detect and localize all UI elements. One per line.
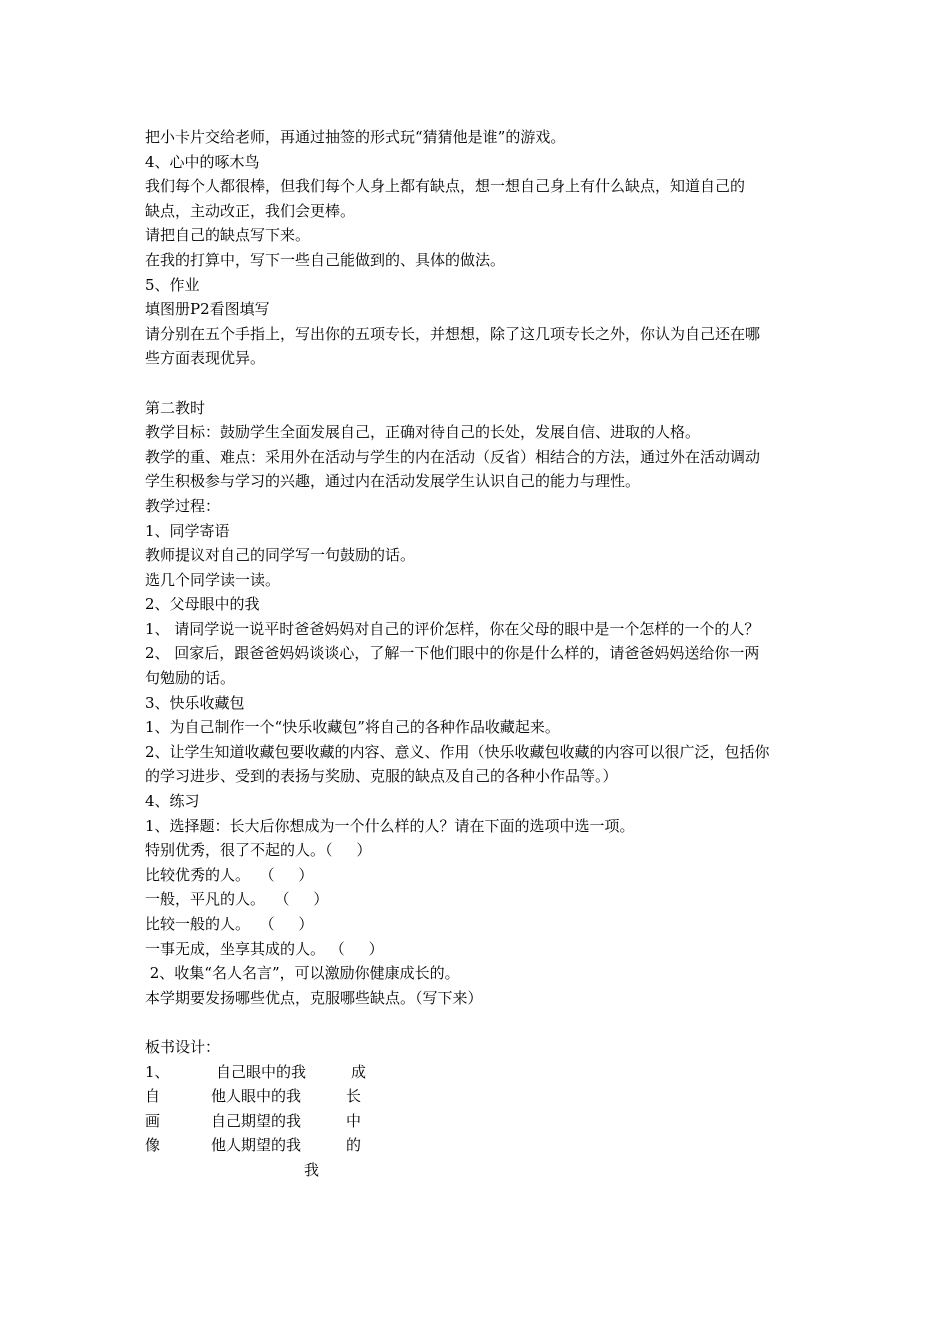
board-right-cell: 长 bbox=[346, 1087, 362, 1106]
section-part2 bbox=[145, 396, 815, 1011]
blank-line bbox=[145, 371, 815, 396]
board-left-cell: 自 bbox=[145, 1087, 161, 1106]
board-left-cell: 1、 bbox=[145, 1062, 170, 1081]
text-line: 句勉励的话。 bbox=[145, 669, 236, 688]
text-line: 1、为自己制作一个“快乐收藏包”将自己的各种作品收藏起来。 bbox=[145, 718, 560, 737]
text-line: 在我的打算中，写下一些自己能做到的、具体的做法。 bbox=[145, 250, 506, 269]
text-line: 教学过程： bbox=[145, 496, 221, 515]
choice-option: 比较一般的人。 （ ） bbox=[145, 915, 314, 933]
board-design bbox=[145, 1060, 815, 1185]
choice-option: 一般，平凡的人。 （ ） bbox=[145, 890, 329, 909]
choice-option: 特别优秀，很了不起的人。（ ） bbox=[145, 841, 372, 860]
text-line: 些方面表现优异。 bbox=[145, 349, 266, 368]
text-line: 请分别在五个手指上，写出你的五项专长，并想想，除了这几项专长之外，你认为自己还在哪 bbox=[145, 324, 761, 343]
text-line: 5、作业 bbox=[145, 275, 200, 294]
text-line: 教学目标：鼓励学生全面发展自己，正确对待自己的长处，发展自信、进取的人格。 bbox=[145, 423, 701, 442]
text-line: 填图册P2看图填写 bbox=[145, 300, 270, 319]
board-left-cell: 画 bbox=[145, 1111, 161, 1130]
text-line: 教师提议对自己的同学写一句鼓励的话。 bbox=[145, 546, 416, 565]
text-line: 本学期要发扬哪些优点，克服哪些缺点。（写下来） bbox=[145, 988, 483, 1007]
text-line: 1、同学寄语 bbox=[145, 521, 230, 540]
board-right-cell: 中 bbox=[346, 1111, 362, 1130]
choice-option: 比较优秀的人。 （ ） bbox=[145, 865, 314, 884]
text-line: 缺点，主动改正，我们会更棒。 bbox=[145, 201, 356, 220]
text-line: 选几个同学读一读。 bbox=[145, 570, 281, 589]
document-page bbox=[145, 125, 815, 1185]
text-line: 把小卡片交给老师，再通过抽签的形式玩“猜猜他是谁”的游戏。 bbox=[145, 128, 566, 146]
section-part1 bbox=[145, 125, 815, 371]
choice-option: 一事无成，坐享其成的人。 （ ） bbox=[145, 939, 384, 958]
section-heading: 第二教时 bbox=[145, 398, 206, 417]
text-line: 2、收集“名人名言”，可以激励你健康成长的。 bbox=[145, 964, 460, 983]
text-line: 的学习进步、受到的表扬与奖励、克服的缺点及自己的各种小作品等。） bbox=[145, 767, 618, 786]
text-line: 我们每个人都很棒，但我们每个人身上都有缺点，想一想自己身上有什么缺点，知道自己的 bbox=[145, 177, 746, 196]
board-right-cell: 成 bbox=[351, 1062, 367, 1081]
text-line: 2、让学生知道收藏包要收藏的内容、意义、作用（快乐收藏包收藏的内容可以很广泛，包括你 bbox=[145, 742, 770, 761]
board-design-title: 板书设计： bbox=[145, 1037, 221, 1056]
board-middle-cell: 自己期望的我 bbox=[211, 1111, 302, 1130]
text-line: 4、心中的啄木鸟 bbox=[145, 152, 260, 171]
text-line: 请把自己的缺点写下来。 bbox=[145, 226, 311, 245]
text-line: 1、 请同学说一说平时爸爸妈妈对自己的评价怎样，你在父母的眼中是一个怎样的一个的人？ bbox=[145, 619, 760, 638]
board-middle-cell: 他人期望的我 bbox=[211, 1136, 302, 1155]
text-line: 1、选择题：长大后你想成为一个什么样的人？请在下面的选项中选一项。 bbox=[145, 816, 635, 835]
text-line: 4、练习 bbox=[145, 792, 200, 811]
board-left-cell: 像 bbox=[145, 1136, 161, 1155]
text-line: 2、 回家后，跟爸爸妈妈谈谈心，了解一下他们眼中的你是什么样的，请爸爸妈妈送给你一两 bbox=[145, 644, 760, 663]
text-line: 学生积极参与学习的兴趣，通过内在活动发展学生认识自己的能力与理性。 bbox=[145, 472, 641, 491]
board-right-cell: 的 bbox=[346, 1136, 362, 1155]
board-middle-cell: 他人眼中的我 bbox=[211, 1087, 302, 1106]
board-middle-cell: 自己眼中的我 bbox=[216, 1062, 307, 1081]
blank-line bbox=[145, 1010, 815, 1035]
text-line: 3、快乐收藏包 bbox=[145, 693, 245, 712]
text-line: 教学的重、难点：采用外在活动与学生的内在活动（反省）相结合的方法，通过外在活动调动 bbox=[145, 447, 761, 466]
board-right-cell: 我 bbox=[304, 1160, 320, 1179]
text-line: 2、父母眼中的我 bbox=[145, 595, 260, 614]
